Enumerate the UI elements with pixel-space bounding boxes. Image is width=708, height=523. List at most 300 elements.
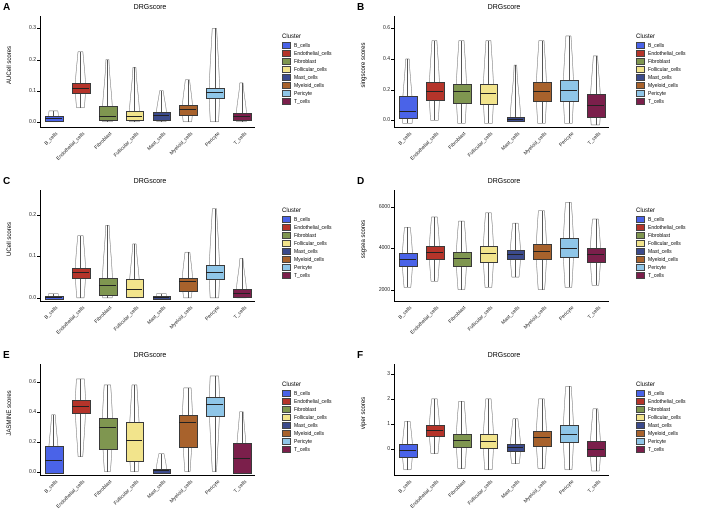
legend-label: Pericyte <box>648 438 667 445</box>
median-line <box>179 281 196 282</box>
legend-swatch-icon <box>282 264 291 271</box>
legend-swatch-icon <box>282 446 291 453</box>
legend-label: Follicular_cells <box>648 240 681 247</box>
legend-label: Endothelial_cells <box>648 398 686 405</box>
whisker <box>80 236 81 298</box>
legend <box>636 382 686 454</box>
median-line <box>233 458 250 459</box>
legend-item-endothelial_cells[interactable] <box>282 398 332 405</box>
legend-item-fibroblast[interactable] <box>282 406 332 413</box>
median-line <box>426 430 443 431</box>
box-myeloid_cells <box>533 244 552 261</box>
whisker <box>215 376 216 472</box>
y-tick-label: 0.0 <box>29 294 36 301</box>
y-tick-label: 1 <box>387 420 390 427</box>
violin-shape <box>148 190 175 302</box>
legend-swatch-icon <box>282 422 291 429</box>
panel-title: DRGscore <box>487 4 521 11</box>
x-tick-label: Fibroblast <box>447 479 468 499</box>
y-axis-label <box>2 364 12 476</box>
y-tick-label: 0.4 <box>383 55 390 62</box>
median-line <box>126 289 143 290</box>
median-line <box>587 254 604 255</box>
median-line <box>126 116 143 117</box>
median-line <box>587 105 604 106</box>
box-myeloid_cells <box>179 278 198 292</box>
legend-label: Pericyte <box>294 90 313 97</box>
legend <box>282 208 332 280</box>
legend-label: Follicular_cells <box>294 66 327 73</box>
legend-label: Myeloid_cells <box>294 256 325 263</box>
legend-swatch-icon <box>282 438 291 445</box>
legend-swatch-icon <box>636 256 645 263</box>
y-tick-label: 6000 <box>378 203 390 210</box>
legend-label: Pericyte <box>648 264 667 271</box>
whisker <box>434 41 435 121</box>
legend-swatch-icon <box>282 256 291 263</box>
legend-item-mast_cells[interactable] <box>282 248 332 255</box>
legend-label: Endothelial_cells <box>294 224 332 231</box>
legend-item-endothelial_cells[interactable] <box>636 224 686 231</box>
x-tick-label: B_cells <box>398 479 414 495</box>
plot-area <box>29 364 255 510</box>
box-mast_cells <box>153 112 172 120</box>
legend-swatch-icon <box>282 240 291 247</box>
plot-area <box>387 364 609 510</box>
legend-swatch-icon <box>282 414 291 421</box>
median-line <box>507 254 524 255</box>
median-line <box>560 434 577 435</box>
y-axis-label-text: UCell scores <box>7 222 13 257</box>
legend-label: T_cells <box>294 446 310 453</box>
median-line <box>426 91 443 92</box>
whisker <box>80 52 81 108</box>
x-tick-label: Pericyte <box>203 131 221 149</box>
legend-label: Follicular_cells <box>648 66 681 73</box>
median-line <box>153 115 170 116</box>
y-axis-label-text: ssgsea scores <box>361 219 367 259</box>
x-tick-label: Mast_cells <box>500 305 522 326</box>
x-tick-label: Pericyte <box>203 479 221 497</box>
median-line <box>480 253 497 254</box>
box-b_cells <box>399 96 418 119</box>
box-b_cells <box>399 444 418 458</box>
y-axis-label <box>356 190 366 302</box>
median-line <box>45 297 62 298</box>
legend-title: Cluster <box>636 382 656 388</box>
legend-item-myeloid_cells[interactable] <box>282 82 332 89</box>
legend-title: Cluster <box>282 34 302 40</box>
legend-item-b_cells[interactable] <box>282 216 332 223</box>
whisker <box>80 379 81 457</box>
y-axis-label <box>2 190 12 302</box>
legend-swatch-icon <box>636 272 645 279</box>
legend-item-follicular_cells[interactable] <box>282 66 332 73</box>
median-line <box>560 248 577 249</box>
legend-swatch-icon <box>636 422 645 429</box>
x-tick-label: Mast_cells <box>146 131 168 152</box>
legend <box>282 34 332 106</box>
panel-letter: E <box>3 350 10 361</box>
panel-letter: C <box>3 176 11 187</box>
panel-letter: F <box>357 350 364 361</box>
box-fibroblast <box>453 252 472 266</box>
legend-item-follicular_cells[interactable] <box>282 414 332 421</box>
legend-label: T_cells <box>294 98 310 105</box>
legend <box>636 34 686 106</box>
median-line <box>453 440 470 441</box>
median-line <box>206 404 223 405</box>
y-tick-label: 2 <box>387 395 390 402</box>
legend-swatch-icon <box>282 224 291 231</box>
x-tick-label: B_cells <box>398 305 414 321</box>
y-tick-label: 0.0 <box>383 117 390 124</box>
box-fibroblast <box>99 418 118 450</box>
legend-title: Cluster <box>636 208 656 214</box>
legend-title: Cluster <box>282 382 302 388</box>
whisker <box>488 41 489 124</box>
panel-letter: D <box>357 176 365 187</box>
median-line <box>560 90 577 91</box>
legend-item-fibroblast[interactable] <box>636 406 686 413</box>
median-line <box>206 92 223 93</box>
y-tick-label: 0.3 <box>29 25 36 32</box>
box-follicular_cells <box>480 84 499 106</box>
legend-swatch-icon <box>282 66 291 73</box>
legend-swatch-icon <box>636 398 645 405</box>
median-line <box>233 116 250 117</box>
legend-swatch-icon <box>282 272 291 279</box>
legend-swatch-icon <box>636 446 645 453</box>
legend-swatch-icon <box>636 240 645 247</box>
legend-swatch-icon <box>636 248 645 255</box>
median-line <box>587 449 604 450</box>
legend-item-pericyte[interactable] <box>282 264 332 271</box>
x-tick-label: Endothelial_cells <box>409 131 441 162</box>
panel-d <box>354 174 708 348</box>
legend <box>282 382 332 454</box>
median-line <box>233 293 250 294</box>
legend-label: Mast_cells <box>294 248 318 255</box>
legend-label: Myeloid_cells <box>294 82 325 89</box>
x-tick-label: Mast_cells <box>146 479 168 500</box>
legend-item-b_cells[interactable] <box>282 390 332 397</box>
legend-swatch-icon <box>282 58 291 65</box>
y-tick-label: 4000 <box>378 245 390 252</box>
legend-item-myeloid_cells[interactable] <box>636 82 686 89</box>
y-tick-label: 0.0 <box>29 468 36 475</box>
x-tick-label: Mast_cells <box>146 305 168 326</box>
legend-label: Follicular_cells <box>648 414 681 421</box>
legend-swatch-icon <box>636 390 645 397</box>
panel-title: DRGscore <box>133 352 167 359</box>
plot-area <box>29 190 255 336</box>
box-endothelial_cells <box>426 246 445 260</box>
legend-label: T_cells <box>648 98 664 105</box>
box-mast_cells <box>507 250 526 260</box>
median-line <box>533 251 550 252</box>
legend-label: B_cells <box>648 42 665 49</box>
x-tick-label: Follicular_cells <box>112 479 141 507</box>
legend-label: Myeloid_cells <box>294 430 325 437</box>
x-tick-label: Fibroblast <box>447 305 468 325</box>
median-line <box>72 272 89 273</box>
x-tick-label: Myeloid_cells <box>522 479 549 505</box>
x-tick-label: Fibroblast <box>93 479 114 499</box>
box-fibroblast <box>99 278 118 296</box>
x-tick-label: T_cells <box>232 305 248 321</box>
legend-swatch-icon <box>636 50 645 57</box>
legend-item-mast_cells[interactable] <box>636 248 686 255</box>
box-pericyte <box>206 397 225 417</box>
legend-label: Pericyte <box>294 264 313 271</box>
legend-label: T_cells <box>648 272 664 279</box>
legend-label: Mast_cells <box>648 74 672 81</box>
median-line <box>399 111 416 112</box>
median-line <box>99 285 116 286</box>
box-fibroblast <box>99 106 118 120</box>
legend-item-mast_cells[interactable] <box>636 74 686 81</box>
legend-label: Endothelial_cells <box>648 50 686 57</box>
x-tick-label: Myeloid_cells <box>522 305 549 331</box>
median-line <box>480 441 497 442</box>
whisker <box>215 209 216 298</box>
legend-swatch-icon <box>636 216 645 223</box>
median-line <box>126 440 143 441</box>
x-tick-label: B_cells <box>44 479 60 495</box>
legend-swatch-icon <box>636 66 645 73</box>
median-line <box>153 470 170 471</box>
legend-label: Pericyte <box>294 438 313 445</box>
median-line <box>153 297 170 298</box>
legend-item-follicular_cells[interactable] <box>636 240 686 247</box>
box-fibroblast <box>453 434 472 448</box>
x-tick-label: Myeloid_cells <box>168 305 195 331</box>
y-tick-label: 0.6 <box>29 378 36 385</box>
legend-item-endothelial_cells[interactable] <box>636 50 686 57</box>
panel-title: DRGscore <box>487 352 521 359</box>
median-line <box>426 252 443 253</box>
legend-item-endothelial_cells[interactable] <box>282 224 332 231</box>
legend-item-b_cells[interactable] <box>636 390 686 397</box>
median-line <box>399 259 416 260</box>
x-tick-label: Mast_cells <box>500 479 522 500</box>
legend-item-follicular_cells[interactable] <box>636 414 686 421</box>
box-t_cells <box>587 248 606 262</box>
x-tick-label: Endothelial_cells <box>409 305 441 336</box>
legend-label: B_cells <box>294 42 311 49</box>
legend-item-mast_cells[interactable] <box>282 74 332 81</box>
x-tick-label: Endothelial_cells <box>55 479 87 510</box>
y-axis-label-text: singscore scores <box>361 42 367 88</box>
legend-item-fibroblast[interactable] <box>636 232 686 239</box>
legend-swatch-icon <box>282 50 291 57</box>
legend-item-fibroblast[interactable] <box>282 58 332 65</box>
legend-item-endothelial_cells[interactable] <box>636 398 686 405</box>
legend-swatch-icon <box>636 264 645 271</box>
median-line <box>399 450 416 451</box>
box-fibroblast <box>453 84 472 104</box>
legend-swatch-icon <box>282 90 291 97</box>
legend-label: Myeloid_cells <box>648 82 679 89</box>
legend-swatch-icon <box>282 82 291 89</box>
legend <box>636 208 686 280</box>
plot-area <box>383 16 609 162</box>
legend-item-t_cells[interactable] <box>636 272 686 279</box>
legend-item-b_cells[interactable] <box>636 42 686 49</box>
legend-label: B_cells <box>294 390 311 397</box>
legend-item-pericyte[interactable] <box>636 90 686 97</box>
whisker <box>515 65 516 120</box>
legend-label: Fibroblast <box>648 232 670 239</box>
median-line <box>72 406 89 407</box>
legend-label: Fibroblast <box>648 58 670 65</box>
plot-area <box>378 190 609 336</box>
x-tick-label: B_cells <box>398 131 414 147</box>
y-axis-label-text: AUCell scores <box>7 46 13 85</box>
y-axis-label-text: viper scores <box>361 396 367 430</box>
median-line <box>453 258 470 259</box>
legend-swatch-icon <box>282 430 291 437</box>
legend-swatch-icon <box>636 98 645 105</box>
y-axis-label <box>356 16 366 128</box>
legend-item-myeloid_cells[interactable] <box>282 256 332 263</box>
legend-item-t_cells[interactable] <box>636 98 686 105</box>
y-tick-label: 0.0 <box>29 118 36 125</box>
legend-label: Pericyte <box>648 90 667 97</box>
y-tick-label: 0.2 <box>29 211 36 218</box>
legend-label: Mast_cells <box>294 422 318 429</box>
y-tick-label: 0.1 <box>29 87 36 94</box>
legend-label: Myeloid_cells <box>648 256 679 263</box>
legend-swatch-icon <box>282 232 291 239</box>
median-line <box>179 109 196 110</box>
legend-item-pericyte[interactable] <box>636 264 686 271</box>
box-endothelial_cells <box>72 268 91 279</box>
median-line <box>507 119 524 120</box>
legend-item-fibroblast[interactable] <box>282 232 332 239</box>
legend-item-mast_cells[interactable] <box>282 422 332 429</box>
legend-swatch-icon <box>282 74 291 81</box>
y-tick-label: 0.2 <box>383 86 390 93</box>
x-tick-label: T_cells <box>232 479 248 495</box>
median-line <box>507 447 524 448</box>
x-tick-label: Fibroblast <box>447 131 468 151</box>
box-myeloid_cells <box>179 415 198 448</box>
legend-label: Endothelial_cells <box>648 224 686 231</box>
legend-item-t_cells[interactable] <box>636 446 686 453</box>
legend-label: B_cells <box>648 216 665 223</box>
y-tick-label: 0.2 <box>29 56 36 63</box>
legend-item-myeloid_cells[interactable] <box>636 256 686 263</box>
legend-item-mast_cells[interactable] <box>636 422 686 429</box>
panel-a <box>0 0 354 174</box>
y-axis-label-text: JASMINE scores <box>7 390 13 436</box>
x-tick-label: Myeloid_cells <box>168 479 195 505</box>
x-tick-label: T_cells <box>232 131 248 147</box>
box-follicular_cells <box>480 246 499 263</box>
legend-swatch-icon <box>636 406 645 413</box>
plot-area <box>29 16 255 162</box>
legend-swatch-icon <box>636 430 645 437</box>
median-line <box>45 460 62 461</box>
legend-item-myeloid_cells[interactable] <box>636 430 686 437</box>
legend-item-endothelial_cells[interactable] <box>282 50 332 57</box>
legend-swatch-icon <box>636 74 645 81</box>
legend-swatch-icon <box>282 248 291 255</box>
legend-item-t_cells[interactable] <box>282 446 332 453</box>
y-tick-label: 0.6 <box>383 25 390 32</box>
legend-item-b_cells[interactable] <box>636 216 686 223</box>
y-tick-label: 3 <box>387 370 390 377</box>
median-line <box>179 422 196 423</box>
legend-item-pericyte[interactable] <box>282 438 332 445</box>
legend-title: Cluster <box>282 208 302 214</box>
legend-swatch-icon <box>282 216 291 223</box>
x-tick-label: Mast_cells <box>500 131 522 152</box>
panel-e <box>0 348 354 522</box>
y-axis-label <box>2 16 12 128</box>
x-tick-label: Pericyte <box>203 305 221 323</box>
x-tick-label: Myeloid_cells <box>522 131 549 157</box>
x-tick-label: T_cells <box>586 479 602 495</box>
legend-item-myeloid_cells[interactable] <box>282 430 332 437</box>
legend-item-pericyte[interactable] <box>636 438 686 445</box>
legend-item-follicular_cells[interactable] <box>636 66 686 73</box>
median-line <box>480 93 497 94</box>
x-tick-label: Follicular_cells <box>466 305 495 333</box>
legend-swatch-icon <box>282 406 291 413</box>
x-tick-label: Follicular_cells <box>466 131 495 159</box>
panel-title: DRGscore <box>487 178 521 185</box>
legend-label: Follicular_cells <box>294 414 327 421</box>
y-tick-label: 2000 <box>378 286 390 293</box>
legend-label: Endothelial_cells <box>294 398 332 405</box>
legend-item-follicular_cells[interactable] <box>282 240 332 247</box>
x-tick-label: B_cells <box>44 131 60 147</box>
median-line <box>99 427 116 428</box>
median-line <box>533 91 550 92</box>
x-tick-label: Myeloid_cells <box>168 131 195 157</box>
box-follicular_cells <box>126 422 145 461</box>
panel-b <box>354 0 708 174</box>
legend-label: Mast_cells <box>294 74 318 81</box>
legend-item-b_cells[interactable] <box>282 42 332 49</box>
legend-item-t_cells[interactable] <box>282 272 332 279</box>
y-tick-label: 0.1 <box>29 253 36 260</box>
panel-letter: B <box>357 2 365 13</box>
panel-title: DRGscore <box>133 4 167 11</box>
x-tick-label: Fibroblast <box>93 131 114 151</box>
legend-swatch-icon <box>282 390 291 397</box>
legend-item-t_cells[interactable] <box>282 98 332 105</box>
box-pericyte <box>560 80 579 102</box>
x-tick-label: Endothelial_cells <box>55 305 87 336</box>
median-line <box>533 437 550 438</box>
legend-label: Fibroblast <box>648 406 670 413</box>
legend-label: Mast_cells <box>648 422 672 429</box>
median-line <box>45 118 62 119</box>
panel-f <box>354 348 708 522</box>
median-line <box>99 116 116 117</box>
legend-item-pericyte[interactable] <box>282 90 332 97</box>
median-line <box>453 91 470 92</box>
x-tick-label: B_cells <box>44 305 60 321</box>
legend-swatch-icon <box>636 414 645 421</box>
panel-c <box>0 174 354 348</box>
x-tick-label: Follicular_cells <box>112 131 141 159</box>
legend-item-fibroblast[interactable] <box>636 58 686 65</box>
